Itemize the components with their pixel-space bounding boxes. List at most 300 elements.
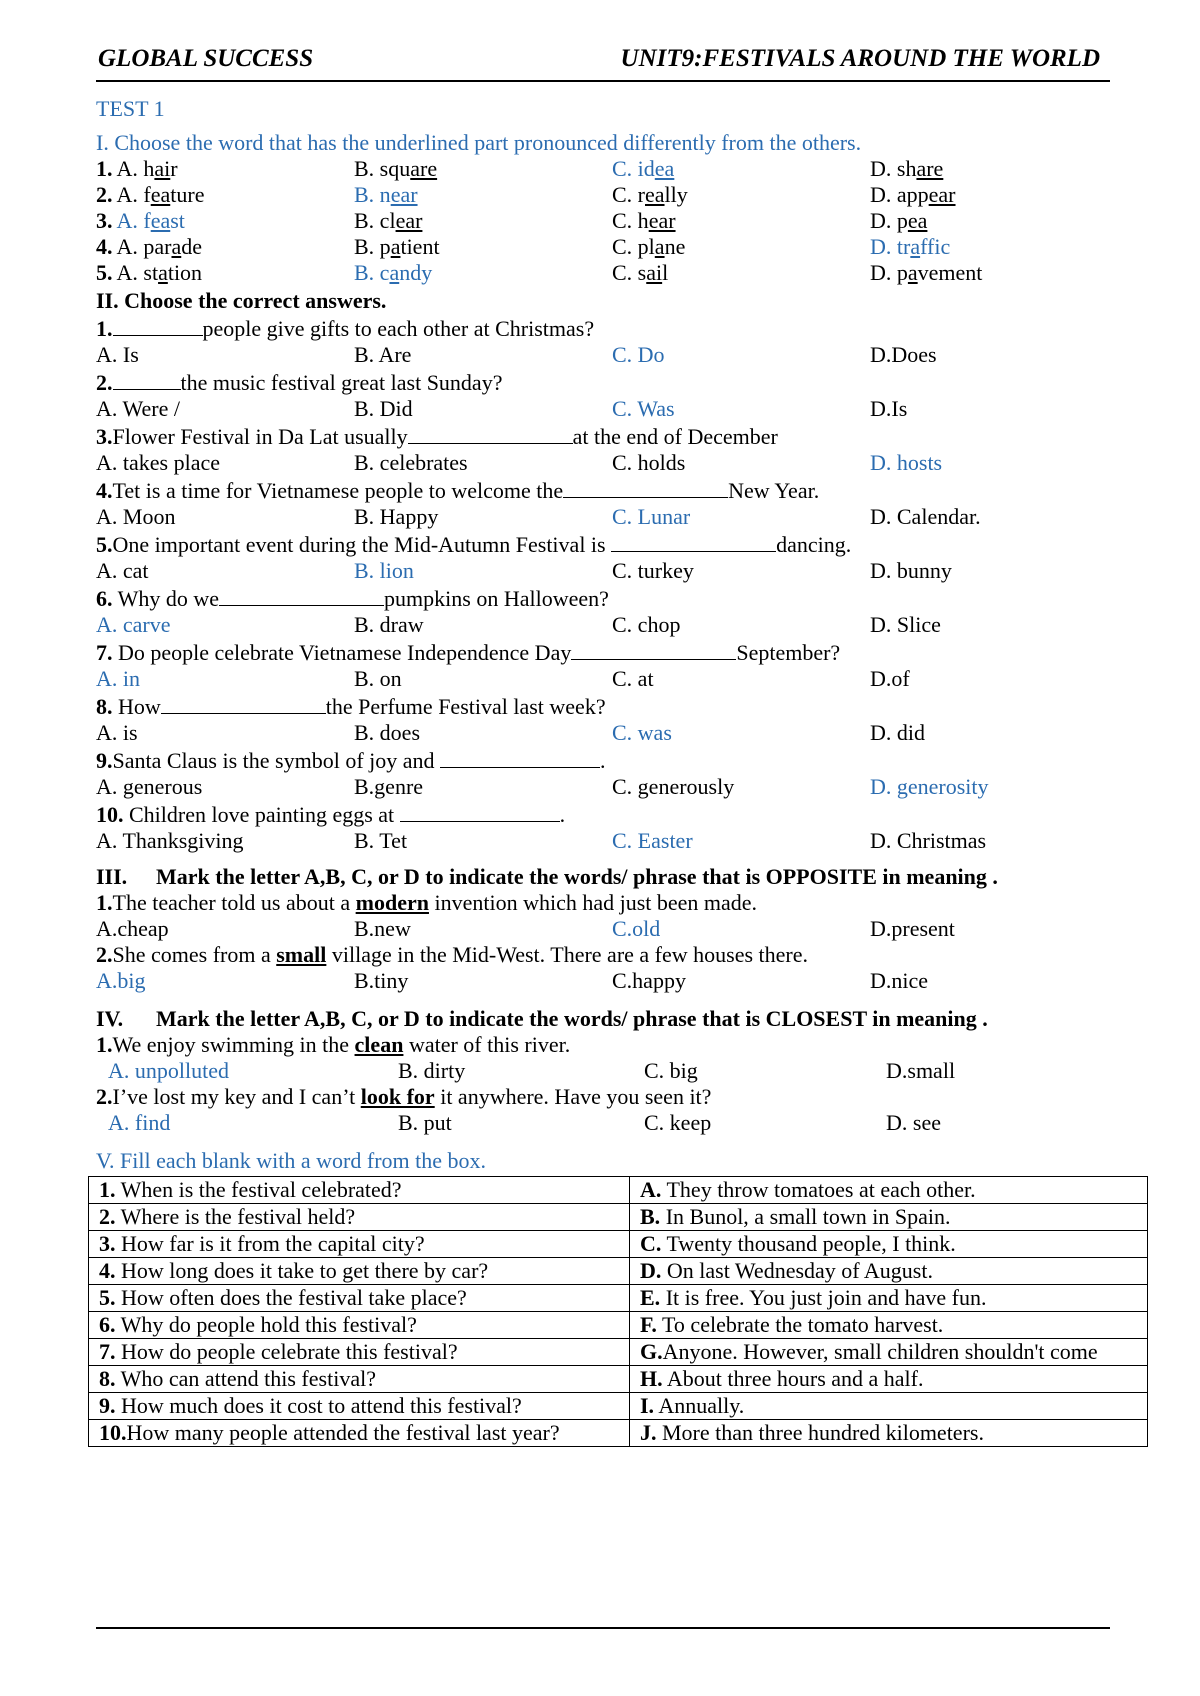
blank-line[interactable] xyxy=(400,803,560,822)
answer-option[interactable]: D.present xyxy=(870,916,955,941)
stem-before: Why do we xyxy=(112,586,220,611)
answer-option[interactable]: A. carve xyxy=(96,612,171,637)
question-cell xyxy=(89,1204,630,1231)
answer-option[interactable]: B. does xyxy=(354,720,420,745)
answer-option[interactable]: D. Slice xyxy=(870,612,941,637)
stem-after: dancing. xyxy=(776,532,852,557)
question-stem xyxy=(96,478,1110,504)
underlined-part: are xyxy=(916,156,944,181)
section-1-items xyxy=(96,156,1110,286)
key-word xyxy=(361,1084,435,1109)
answer-option[interactable]: C. was xyxy=(612,720,672,745)
question-text: When is the festival celebrated? xyxy=(115,1177,402,1202)
option-text: C. id xyxy=(612,156,655,181)
section-4-items xyxy=(96,1032,1110,1136)
question-number: 2. xyxy=(96,370,113,395)
options-row xyxy=(96,720,1110,746)
table-row xyxy=(89,1420,1148,1447)
answer-option[interactable]: A.cheap xyxy=(96,916,169,941)
blank-line[interactable] xyxy=(113,371,181,390)
option-text: l xyxy=(662,260,669,285)
underlined-part: ea xyxy=(150,182,171,207)
answer-option[interactable]: C. keep xyxy=(644,1110,712,1135)
option-text: st xyxy=(170,208,185,233)
question-cell xyxy=(89,1258,630,1285)
option-text: B. squ xyxy=(354,156,411,181)
stem-before: I’ve lost my key and I can’t xyxy=(112,1084,361,1109)
options-row xyxy=(96,828,1110,854)
question-stem xyxy=(96,748,1110,774)
answer-cell xyxy=(630,1420,1148,1447)
section-4-number: IV. xyxy=(96,1006,124,1031)
answer-option[interactable]: B. Are xyxy=(354,342,412,367)
answer-option[interactable]: C.old xyxy=(612,916,661,941)
header-left: GLOBAL SUCCESS xyxy=(98,45,314,72)
question-cell xyxy=(89,1339,630,1366)
option-text: C. r xyxy=(612,182,645,207)
answer-option[interactable]: C. Easter xyxy=(612,828,693,853)
answer-option[interactable]: B.new xyxy=(354,916,411,941)
answer-option[interactable] xyxy=(354,182,612,208)
table-row xyxy=(89,1312,1148,1339)
question-number: 1. xyxy=(96,316,113,341)
table-row xyxy=(89,1366,1148,1393)
answer-cell xyxy=(630,1231,1148,1258)
option-text: A. par xyxy=(116,234,172,259)
question-number: 7. xyxy=(96,640,113,665)
answer-cell xyxy=(630,1312,1148,1339)
stem-after: the Perfume Festival last week? xyxy=(325,694,606,719)
answer-option[interactable]: D.of xyxy=(870,666,910,691)
question-cell xyxy=(89,1393,630,1420)
underlined-part: ea xyxy=(907,208,928,233)
stem-after: at the end of December xyxy=(572,424,778,449)
blank-line[interactable] xyxy=(161,695,326,714)
answer-letter: J. xyxy=(640,1420,657,1445)
test-title: TEST 1 xyxy=(96,96,165,121)
pronunciation-question xyxy=(96,234,1110,260)
answer-option[interactable]: D.Does xyxy=(870,342,937,367)
question-number: 10. xyxy=(96,802,124,827)
section-1-title: I. Choose the word that has the underlined part pronounced differently from the others. xyxy=(96,130,862,155)
answer-text: More than three hundred kilometers. xyxy=(656,1420,984,1445)
answer-option[interactable]: A. takes place xyxy=(96,450,220,475)
options-row xyxy=(96,666,1110,692)
question-number: 2. xyxy=(96,942,113,967)
answer-option[interactable] xyxy=(870,234,1128,260)
answer-option[interactable] xyxy=(870,156,1128,182)
answer-text: About three hours and a half. xyxy=(662,1366,924,1391)
answer-option[interactable]: D. did xyxy=(870,720,925,745)
question-number: 8. xyxy=(99,1366,116,1391)
answer-option[interactable] xyxy=(870,260,1128,286)
blank-line[interactable] xyxy=(571,641,736,660)
underlined-part: ear xyxy=(928,182,956,207)
footer-rule xyxy=(96,1627,1110,1629)
underlined-part: ear xyxy=(390,182,418,207)
pronunciation-question xyxy=(96,260,1110,286)
section-3-title: Mark the letter A,B, C, or D to indicate the words/ phrase that is OPPOSITE in meaning . xyxy=(156,864,998,889)
answer-option[interactable]: A. Is xyxy=(96,342,139,367)
answer-cell xyxy=(630,1366,1148,1393)
underlined-part: ai xyxy=(154,156,171,181)
underlined-part: a xyxy=(907,260,918,285)
option-text: C. pl xyxy=(612,234,655,259)
question-number: 1. xyxy=(99,1177,116,1202)
underlined-part: ai xyxy=(646,260,663,285)
stem-before: Do people celebrate Vietnamese Independence Day xyxy=(112,640,572,665)
options-row xyxy=(108,1110,1110,1136)
option-text: D. tr xyxy=(870,234,911,259)
question-number: 5. xyxy=(96,260,113,285)
answer-option[interactable]: B.genre xyxy=(354,774,424,799)
answer-option[interactable]: C. generously xyxy=(612,774,735,799)
answer-text: On last Wednesday of August. xyxy=(661,1258,933,1283)
answer-option[interactable]: D. generosity xyxy=(870,774,989,799)
key-word-text: small xyxy=(276,942,327,967)
question-text: How many people attended the festival last year? xyxy=(126,1420,560,1445)
answer-option[interactable]: C. at xyxy=(612,666,654,691)
answer-option[interactable]: B. dirty xyxy=(398,1058,466,1083)
answer-text: They throw tomatoes at each other. xyxy=(661,1177,976,1202)
options-row xyxy=(96,558,1110,584)
options-row xyxy=(96,612,1110,638)
answer-option[interactable] xyxy=(96,182,354,208)
stem-before: Santa Claus is the symbol of joy and xyxy=(112,748,441,773)
section-2-items xyxy=(96,316,1110,854)
answer-text: In Bunol, a small town in Spain. xyxy=(660,1204,951,1229)
question-number: 2. xyxy=(96,1084,113,1109)
options-row xyxy=(96,504,1110,530)
options-row xyxy=(96,396,1110,422)
answer-cell xyxy=(630,1204,1148,1231)
stem-after: water of this river. xyxy=(403,1032,571,1057)
underlined-part: a xyxy=(910,234,921,259)
answer-letter: D. xyxy=(640,1258,662,1283)
option-text: ne xyxy=(664,234,686,259)
answer-option[interactable]: B. Did xyxy=(354,396,413,421)
question-stem xyxy=(96,370,1110,396)
question-cell xyxy=(89,1285,630,1312)
answer-option[interactable] xyxy=(96,260,354,286)
underlined-part: ear xyxy=(395,208,423,233)
answer-option[interactable]: B.tiny xyxy=(354,968,409,993)
answer-cell xyxy=(630,1393,1148,1420)
underlined-part: ea xyxy=(645,182,665,207)
option-text: ndy xyxy=(399,260,433,285)
question-number: 10. xyxy=(99,1420,127,1445)
question-number: 1. xyxy=(96,890,113,915)
answer-option[interactable]: D.Is xyxy=(870,396,908,421)
pronunciation-question xyxy=(96,208,1110,234)
answer-option[interactable]: A. Moon xyxy=(96,504,176,529)
answer-option[interactable]: D.nice xyxy=(870,968,929,993)
answer-option[interactable]: D. bunny xyxy=(870,558,952,583)
question-text: Who can attend this festival? xyxy=(115,1366,376,1391)
question-cell xyxy=(89,1177,630,1204)
table-row xyxy=(89,1231,1148,1258)
question-stem xyxy=(96,316,1110,342)
options-row xyxy=(96,450,1110,476)
option-text: A. f xyxy=(116,182,151,207)
underlined-part: a xyxy=(171,234,182,259)
question-text: How long does it take to get there by car? xyxy=(115,1258,489,1283)
section-4-heading xyxy=(96,1006,1110,1032)
option-text: A. h xyxy=(116,156,155,181)
section-4-title: Mark the letter A,B, C, or D to indicate the words/ phrase that is CLOSEST in meaning . xyxy=(156,1006,988,1031)
answer-text: Twenty thousand people, I think. xyxy=(661,1231,956,1256)
answer-option[interactable] xyxy=(354,260,612,286)
underlined-part: a xyxy=(389,260,400,285)
option-text: ffic xyxy=(920,234,951,259)
table-row xyxy=(89,1177,1148,1204)
answer-option[interactable]: A. unpolluted xyxy=(108,1058,229,1083)
stem-before: One important event during the Mid-Autumn Festival is xyxy=(112,532,612,557)
answer-option[interactable] xyxy=(612,182,870,208)
stem-before: She comes from a xyxy=(112,942,277,967)
pronunciation-question xyxy=(96,156,1110,182)
answer-option[interactable] xyxy=(612,260,870,286)
answer-letter: A. xyxy=(640,1177,662,1202)
option-text: r xyxy=(170,156,178,181)
answer-option[interactable]: A. Thanksgiving xyxy=(96,828,244,853)
answer-option[interactable]: B. lion xyxy=(354,558,414,583)
underlined-part: a xyxy=(654,234,665,259)
option-text: B. n xyxy=(354,182,391,207)
question-number: 6. xyxy=(96,586,113,611)
answer-option[interactable] xyxy=(354,156,612,182)
table-row xyxy=(89,1258,1148,1285)
table-row xyxy=(89,1339,1148,1366)
underlined-part: a xyxy=(390,234,401,259)
question-number: 9. xyxy=(96,748,113,773)
answer-text: It is free. You just join and have fun. xyxy=(660,1285,987,1310)
stem-after: the music festival great last Sunday? xyxy=(180,370,503,395)
answer-option[interactable]: C.happy xyxy=(612,968,686,993)
answer-text: Anyone. However, small children shouldn't come xyxy=(662,1339,1098,1364)
option-text: D. p xyxy=(870,260,908,285)
blank-line[interactable] xyxy=(408,425,573,444)
question-stem xyxy=(96,532,1110,558)
question-cell xyxy=(89,1231,630,1258)
stem-before: The teacher told us about a xyxy=(112,890,356,915)
answer-text: To celebrate the tomato harvest. xyxy=(656,1312,944,1337)
underlined-part: ear xyxy=(648,208,676,233)
question-number: 5. xyxy=(96,532,113,557)
question-number: 4. xyxy=(96,234,113,259)
underlined-part: ea xyxy=(150,208,171,233)
options-row xyxy=(96,774,1110,800)
stem-after: . xyxy=(600,748,606,773)
matching-table xyxy=(88,1176,1148,1447)
answer-option[interactable] xyxy=(612,234,870,260)
answer-letter: B. xyxy=(640,1204,661,1229)
option-text: C. h xyxy=(612,208,649,233)
answer-option[interactable] xyxy=(96,156,354,182)
blank-line[interactable] xyxy=(219,587,384,606)
answer-text: Annually. xyxy=(654,1393,745,1418)
answer-letter: G. xyxy=(640,1339,663,1364)
stem-after: people give gifts to each other at Christmas? xyxy=(202,316,595,341)
answer-option[interactable]: A.big xyxy=(96,968,146,993)
answer-option[interactable]: B. celebrates xyxy=(354,450,468,475)
answer-option[interactable]: D. Calendar. xyxy=(870,504,981,529)
question-number: 3. xyxy=(99,1231,116,1256)
key-word-text: modern xyxy=(355,890,429,915)
option-text: lly xyxy=(664,182,688,207)
answer-option[interactable] xyxy=(870,182,1128,208)
question-number: 1. xyxy=(96,156,113,181)
option-text: B. p xyxy=(354,234,391,259)
question-stem xyxy=(96,586,1110,612)
option-text: tient xyxy=(400,234,440,259)
options-row xyxy=(108,1058,1110,1084)
answer-letter: F. xyxy=(640,1312,657,1337)
answer-option[interactable]: D.small xyxy=(886,1058,956,1083)
question-number: 4. xyxy=(99,1258,116,1283)
table-row xyxy=(89,1285,1148,1312)
answer-option[interactable]: C. Do xyxy=(612,342,665,367)
answer-option[interactable]: A. cat xyxy=(96,558,149,583)
answer-option[interactable]: C. Lunar xyxy=(612,504,691,529)
options-row xyxy=(96,342,1110,368)
question-text: How much does it cost to attend this festival? xyxy=(115,1393,522,1418)
option-text: D. sh xyxy=(870,156,917,181)
stem-after: invention which had just been made. xyxy=(428,890,758,915)
answer-option[interactable]: A. in xyxy=(96,666,140,691)
answer-option[interactable] xyxy=(870,208,1128,234)
stem-after: September? xyxy=(736,640,841,665)
answer-option[interactable]: B. Happy xyxy=(354,504,439,529)
stem-after: it anywhere. Have you seen it? xyxy=(434,1084,712,1109)
section-3-number: III. xyxy=(96,864,128,889)
stem-after: New Year. xyxy=(728,478,820,503)
table-row xyxy=(89,1204,1148,1231)
key-word-text: clean xyxy=(354,1032,404,1057)
question-cell xyxy=(89,1366,630,1393)
option-text: de xyxy=(181,234,203,259)
option-text: B. c xyxy=(354,260,390,285)
stem-after: pumpkins on Halloween? xyxy=(384,586,609,611)
answer-option[interactable]: A. generous xyxy=(96,774,203,799)
answer-option[interactable]: C. chop xyxy=(612,612,681,637)
answer-option[interactable]: C. turkey xyxy=(612,558,694,583)
question-number: 2. xyxy=(99,1204,116,1229)
answer-option[interactable] xyxy=(354,208,612,234)
answer-cell xyxy=(630,1285,1148,1312)
stem-before: Tet is a time for Vietnamese people to welcome the xyxy=(112,478,564,503)
key-word-text: look for xyxy=(360,1084,435,1109)
section-3-heading xyxy=(96,864,1110,890)
option-text: tion xyxy=(167,260,203,285)
table-row xyxy=(89,1393,1148,1420)
answer-option[interactable] xyxy=(354,234,612,260)
answer-option[interactable] xyxy=(96,208,354,234)
blank-line[interactable] xyxy=(113,317,203,336)
pronunciation-question xyxy=(96,182,1110,208)
answer-option[interactable]: C. Was xyxy=(612,396,675,421)
question-text: Why do people hold this festival? xyxy=(115,1312,417,1337)
stem-before: Children love painting eggs at xyxy=(123,802,400,827)
option-text: B. cl xyxy=(354,208,396,233)
question-text: Where is the festival held? xyxy=(115,1204,356,1229)
answer-option[interactable]: D. hosts xyxy=(870,450,943,475)
answer-option[interactable]: B. on xyxy=(354,666,402,691)
answer-letter: I. xyxy=(640,1393,655,1418)
question-stem xyxy=(96,802,1110,828)
answer-option[interactable]: B. put xyxy=(398,1110,452,1135)
section-5-title: V. Fill each blank with a word from the box. xyxy=(96,1148,487,1173)
underlined-part: are xyxy=(410,156,438,181)
question-number: 1. xyxy=(96,1032,113,1057)
key-word xyxy=(355,1032,404,1057)
blank-line[interactable] xyxy=(440,749,600,768)
stem-before: How xyxy=(112,694,161,719)
question-number: 4. xyxy=(96,478,113,503)
option-text: D. app xyxy=(870,182,929,207)
question-number: 9. xyxy=(99,1393,116,1418)
key-word xyxy=(276,942,326,967)
answer-option[interactable]: C. holds xyxy=(612,450,686,475)
answer-cell xyxy=(630,1177,1148,1204)
underlined-part: ea xyxy=(654,156,675,181)
underlined-part: a xyxy=(158,260,168,285)
answer-option[interactable]: A. is xyxy=(96,720,138,745)
blank-line[interactable] xyxy=(563,479,728,498)
stem-before: We enjoy swimming in the xyxy=(112,1032,355,1057)
option-text: A. f xyxy=(116,208,151,233)
answer-option[interactable]: A. Were / xyxy=(96,396,180,421)
question-stem xyxy=(96,890,1110,916)
question-stem xyxy=(96,424,1110,450)
answer-cell xyxy=(630,1339,1148,1366)
option-text: C. s xyxy=(612,260,647,285)
stem-after: . xyxy=(559,802,566,827)
question-text: How far is it from the capital city? xyxy=(115,1231,425,1256)
header-rule xyxy=(96,80,1110,82)
options-row xyxy=(96,968,1110,994)
answer-option[interactable] xyxy=(612,156,870,182)
question-number: 7. xyxy=(99,1339,116,1364)
question-stem xyxy=(96,942,1110,968)
question-stem xyxy=(96,640,1110,666)
section-2-title: II. Choose the correct answers. xyxy=(96,288,387,313)
question-stem xyxy=(96,694,1110,720)
answer-letter: H. xyxy=(640,1366,663,1391)
answer-option[interactable]: D. see xyxy=(886,1110,941,1135)
question-number: 3. xyxy=(96,424,113,449)
option-text: vement xyxy=(917,260,983,285)
answer-option[interactable]: C. big xyxy=(644,1058,698,1083)
options-row xyxy=(96,916,1110,942)
question-cell xyxy=(89,1312,630,1339)
question-number: 8. xyxy=(96,694,113,719)
answer-option[interactable] xyxy=(96,234,354,260)
question-number: 3. xyxy=(96,208,113,233)
question-text: How do people celebrate this festival? xyxy=(115,1339,458,1364)
question-text: How often does the festival take place? xyxy=(115,1285,467,1310)
answer-option[interactable] xyxy=(612,208,870,234)
answer-option[interactable]: B. draw xyxy=(354,612,424,637)
answer-option[interactable]: A. find xyxy=(108,1110,171,1135)
blank-line[interactable] xyxy=(611,533,776,552)
answer-option[interactable]: D. Christmas xyxy=(870,828,987,853)
key-word xyxy=(356,890,429,915)
answer-letter: C. xyxy=(640,1231,662,1256)
answer-option[interactable]: B. Tet xyxy=(354,828,408,853)
question-number: 2. xyxy=(96,182,113,207)
stem-after: village in the Mid-West. There are a few houses there. xyxy=(326,942,809,967)
